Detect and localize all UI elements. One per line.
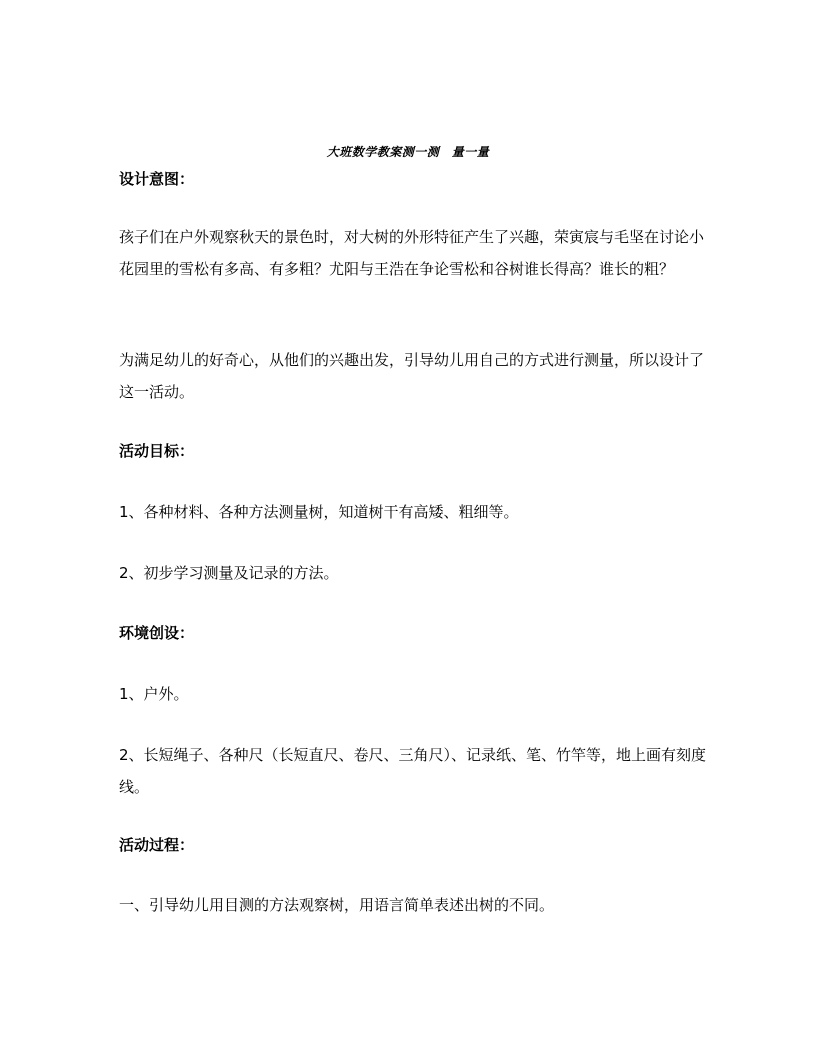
paragraph-motivation: 为满足幼儿的好奇心，从他们的兴趣出发，引导幼儿用自己的方式进行测量，所以设计了这一活动。 xyxy=(119,351,705,401)
environment-item-2: 2、长短绳子、各种尺（长短直尺、卷尺、三角尺）、记录纸、笔、竹竿等，地上画有刻度线。 xyxy=(119,746,707,796)
document-title: 大班数学教案测一测 量一量 xyxy=(326,145,490,159)
section-heading-goals: 活动目标： xyxy=(119,442,195,460)
goal-item-2: 2、初步学习测量及记录的方法。 xyxy=(119,564,339,582)
section-heading-environment: 环境创设： xyxy=(119,624,195,642)
process-step-1: 一、引导幼儿用目测的方法观察树，用语言简单表述出树的不同。 xyxy=(119,896,555,914)
environment-item-1: 1、户外。 xyxy=(119,685,189,703)
paragraph-background: 孩子们在户外观察秋天的景色时，对大树的外形特征产生了兴趣，荣寅宸与毛坚在讨论小花园里的雪松有多高、有多粗？尤阳与王浩在争论雪松和谷树谁长得高？谁长的粗？ xyxy=(119,228,705,278)
section-heading-design-intent: 设计意图： xyxy=(119,170,195,188)
section-heading-process: 活动过程： xyxy=(119,836,195,854)
goal-item-1: 1、各种材料、各种方法测量树，知道树干有高矮、粗细等。 xyxy=(119,503,519,521)
